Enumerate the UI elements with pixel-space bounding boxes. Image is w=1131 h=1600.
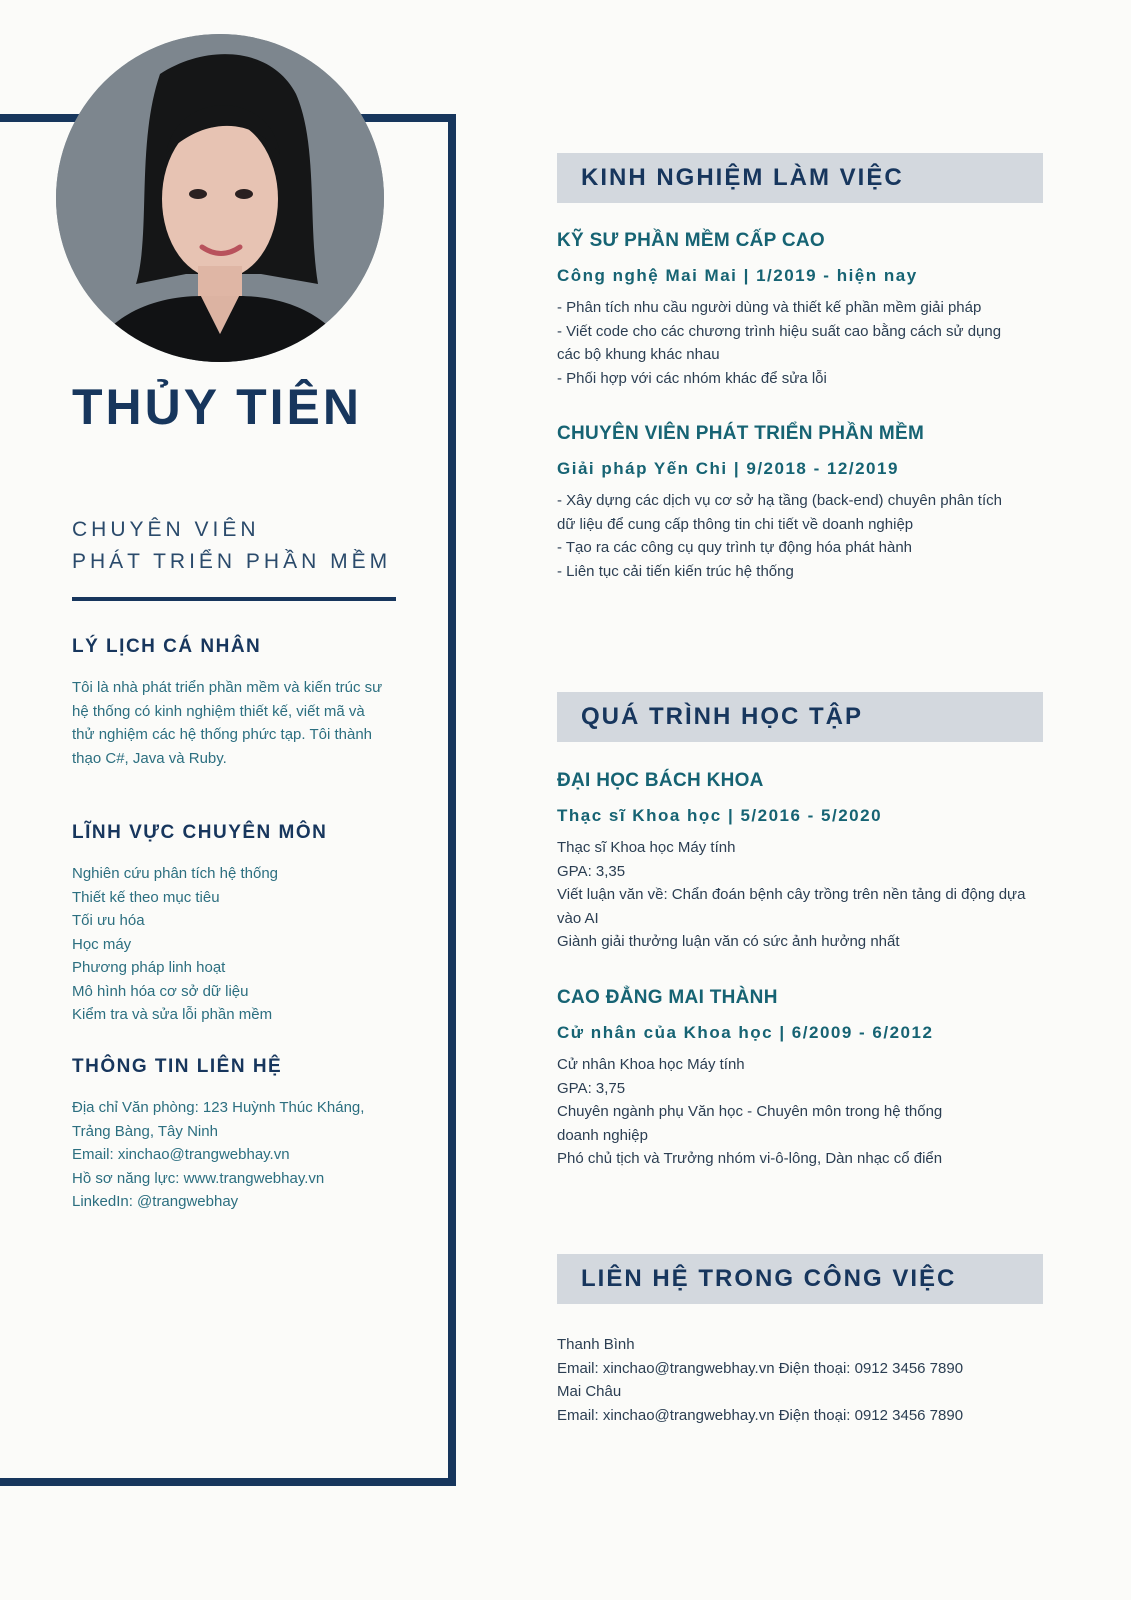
job-subtitle: Công nghệ Mai Mai | 1/2019 - hiện nay — [557, 266, 918, 285]
profile-photo-illustration — [56, 34, 384, 362]
expertise-item: Phương pháp linh hoạt — [72, 959, 226, 976]
experience-banner — [557, 153, 1043, 203]
job-duty: dữ liệu để cung cấp thông tin chi tiết về doanh nghiệp — [557, 515, 914, 533]
expertise-item: Thiết kế theo mục tiêu — [72, 888, 220, 906]
school-detail: Viết luận văn về: Chẩn đoán bệnh cây trồng trên nền tảng di động dựa — [557, 886, 1026, 903]
references-banner — [557, 1254, 1043, 1304]
education-entry — [557, 770, 1043, 954]
job-duty: - Liên tục cải tiến kiến trúc hệ thống — [557, 562, 794, 580]
references-section — [557, 1333, 1043, 1427]
contact-email[interactable]: Email: xinchao@trangwebhay.vn — [72, 1146, 290, 1163]
reference-name: Thanh Bình — [557, 1336, 635, 1353]
job-entry — [557, 423, 1043, 583]
expertise-item: Nghiên cứu phân tích hệ thống — [72, 865, 279, 882]
experience-heading: KINH NGHIỆM LÀM VIỆC — [581, 164, 904, 191]
school-details — [557, 836, 1043, 954]
job-subtitle: Giải pháp Yến Chi | 9/2018 - 12/2019 — [557, 459, 899, 478]
job-duties — [557, 489, 1043, 583]
profile-photo — [56, 34, 384, 362]
job-duties — [557, 296, 1043, 390]
school-detail: GPA: 3,35 — [557, 862, 626, 880]
school-detail: Giành giải thưởng luận văn có sức ảnh hưởng nhất — [557, 933, 900, 950]
school-detail: Chuyên ngành phụ Văn học - Chuyên môn trong hệ thống — [557, 1103, 943, 1120]
contact-list — [72, 1096, 412, 1214]
contact-address-line-1: Địa chỉ Văn phòng: 123 Huỳnh Thúc Kháng, — [72, 1099, 365, 1116]
reference-contact: Email: xinchao@trangwebhay.vn Điện thoại: 0912 3456 7890 — [557, 1359, 964, 1377]
school-title: ĐẠI HỌC BÁCH KHOA — [557, 770, 764, 791]
contact-linkedin[interactable]: LinkedIn: @trangwebhay — [72, 1193, 239, 1210]
expertise-item: Học máy — [72, 935, 132, 953]
job-entry — [557, 230, 1043, 390]
school-detail: doanh nghiệp — [557, 1126, 648, 1144]
contact-address-line-2: Trảng Bàng, Tây Ninh — [72, 1122, 218, 1140]
expertise-section — [72, 822, 412, 1027]
contact-section — [72, 1056, 412, 1214]
job-duty: - Viết code cho các chương trình hiệu suất cao bằng cách sử dụng — [557, 322, 1002, 340]
school-subtitle: Thạc sĩ Khoa học | 5/2016 - 5/2020 — [557, 806, 883, 825]
job-title: CHUYÊN VIÊN PHÁT TRIỂN PHẦN MỀM — [557, 423, 925, 444]
expertise-heading: LĨNH VỰC CHUYÊN MÔN — [72, 822, 328, 843]
job-role-line-2: PHÁT TRIỂN PHẦN MỀM — [72, 550, 392, 573]
personal-heading: LÝ LỊCH CÁ NHÂN — [72, 636, 262, 657]
expertise-item: Mô hình hóa cơ sở dữ liệu — [72, 982, 249, 1000]
school-detail: Cử nhân Khoa học Máy tính — [557, 1056, 745, 1073]
job-role — [72, 514, 391, 578]
education-entry — [557, 987, 1043, 1171]
job-duty: - Tạo ra các công cụ quy trình tự động hóa phát hành — [557, 539, 912, 556]
education-heading: QUÁ TRÌNH HỌC TẬP — [581, 703, 863, 730]
school-title: CAO ĐẲNG MAI THÀNH — [557, 987, 778, 1008]
job-duty: - Xây dựng các dịch vụ cơ sở hạ tầng (back-end) chuyên phân tích — [557, 492, 1002, 509]
school-detail: GPA: 3,75 — [557, 1079, 626, 1097]
contact-portfolio[interactable]: Hồ sơ năng lực: www.trangwebhay.vn — [72, 1169, 325, 1187]
references-list — [557, 1333, 1043, 1427]
expertise-item: Tối ưu hóa — [72, 912, 145, 929]
personal-section — [72, 636, 412, 770]
job-duty: - Phối hợp với các nhóm khác để sửa lỗi — [557, 369, 827, 387]
job-title: KỸ SƯ PHẦN MỀM CẤP CAO — [557, 230, 825, 251]
job-role-line-1: CHUYÊN VIÊN — [72, 518, 260, 541]
personal-text: Tôi là nhà phát triển phần mềm và kiến trúc sư hệ thống có kinh nghiệm thiết kế, viết mã và thử nghiệm các hệ thống phức tạp. Tôi thành thạo C#, Java và Ruby. — [72, 679, 383, 767]
school-details — [557, 1053, 1043, 1171]
contact-heading: THÔNG TIN LIÊN HỆ — [72, 1056, 283, 1077]
expertise-list — [72, 862, 412, 1027]
reference-name: Mai Châu — [557, 1383, 622, 1400]
job-duty: các bộ khung khác nhau — [557, 346, 720, 363]
reference-contact: Email: xinchao@trangwebhay.vn Điện thoại: 0912 3456 7890 — [557, 1406, 964, 1424]
role-divider — [72, 597, 396, 601]
school-detail: vào AI — [557, 909, 599, 927]
school-detail: Thạc sĩ Khoa học Máy tính — [557, 839, 736, 856]
school-detail: Phó chủ tịch và Trưởng nhóm vi-ô-lông, Dàn nhạc cổ điển — [557, 1150, 943, 1167]
candidate-name: THỦY TIÊN — [72, 379, 362, 435]
references-heading: LIÊN HỆ TRONG CÔNG VIỆC — [581, 1265, 957, 1292]
job-duty: - Phân tích nhu cầu người dùng và thiết kế phần mềm giải pháp — [557, 299, 982, 316]
education-banner — [557, 692, 1043, 742]
school-subtitle: Cử nhân của Khoa học | 6/2009 - 6/2012 — [557, 1023, 934, 1042]
expertise-item: Kiểm tra và sửa lỗi phần mềm — [72, 1006, 273, 1023]
